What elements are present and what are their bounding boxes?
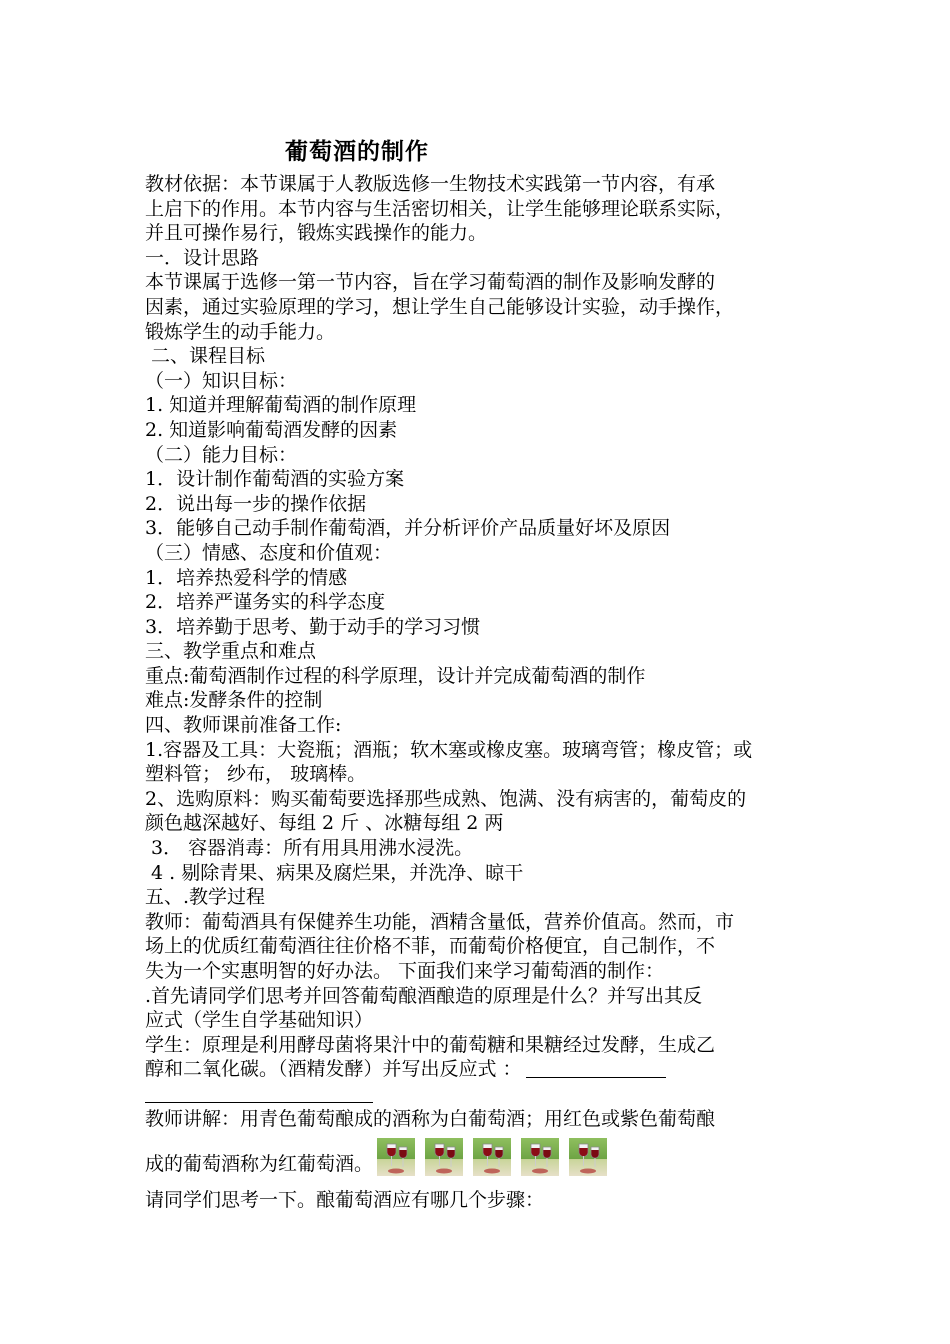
- text-line: 1.容器及工具：大瓷瓶；酒瓶；软木塞或橡皮塞。玻璃弯管；橡皮管；或: [145, 738, 753, 761]
- text-line: 3． 容器消毒：所有用具用沸水浸洗。: [145, 837, 474, 860]
- list-item: 1．设计制作葡萄酒的实验方案: [145, 468, 405, 491]
- list-item: 2．培养严谨务实的科学态度: [145, 591, 386, 614]
- wine-glass-image: [377, 1138, 415, 1176]
- section-heading: 二、课程目标: [145, 345, 266, 368]
- section-heading: 五、.教学过程: [145, 886, 266, 909]
- wine-image-row: [377, 1138, 617, 1183]
- text-span: 成的葡萄酒称为红葡萄酒。: [145, 1152, 374, 1175]
- text-line: 4 . 剔除青果、病果及腐烂果，并洗净、晾干: [145, 861, 524, 884]
- document-body: [145, 172, 813, 1213]
- section-heading: 一．设计思路: [145, 246, 260, 269]
- text-line: 因素，通过实验原理的学习，想让学生自己能够设计实验，动手操作，: [145, 295, 735, 318]
- page-title: 葡萄酒的制作: [285, 138, 429, 165]
- answer-blank[interactable]: [526, 1059, 666, 1078]
- wine-glass-image: [425, 1138, 463, 1176]
- text-span: 醇和二氧化碳。（酒精发酵）并写出反应式 ：: [145, 1058, 522, 1081]
- answer-blank-continued[interactable]: [145, 1082, 373, 1103]
- text-line: 塑料管； 纱布， 玻璃棒。: [145, 763, 367, 786]
- text-line: [145, 1138, 813, 1183]
- text-line: 锻炼学生的动手能力。: [145, 320, 336, 343]
- list-item: 2．说出每一步的操作依据: [145, 492, 367, 515]
- subsection-heading: （二）能力目标：: [145, 443, 298, 466]
- text-line: 颜色越深越好、每组 2 斤 、冰糖每组 2 两: [145, 812, 504, 835]
- list-item: 1. 知道并理解葡萄酒的制作原理: [145, 394, 417, 417]
- text-line: 教师讲解：用青色葡萄酿成的酒称为白葡萄酒；用红色或紫色葡萄酿: [145, 1107, 716, 1130]
- text-line: 2、选购原料：购买葡萄要选择那些成熟、饱满、没有病害的，葡萄皮的: [145, 787, 747, 810]
- text-line: 上启下的作用。本节内容与生活密切相关，让学生能够理论联系实际，: [145, 197, 735, 220]
- section-heading: 四、教师课前准备工作:: [145, 714, 342, 737]
- wine-glass-image: [521, 1138, 559, 1176]
- subsection-heading: （一）知识目标：: [145, 369, 298, 392]
- text-line: 重点:葡萄酒制作过程的科学原理，设计并完成葡萄酒的制作: [145, 664, 646, 687]
- list-item: 1．培养热爱科学的情感: [145, 566, 348, 589]
- text-line: 应式（学生自学基础知识）: [145, 1009, 374, 1032]
- list-item: 3．能够自己动手制作葡萄酒，并分析评价产品质量好坏及原因: [145, 517, 671, 540]
- text-line: 失为一个实惠明智的好办法。 下面我们来学习葡萄酒的制作：: [145, 960, 665, 982]
- text-line: 教材依据：本节课属于人教版选修一生物技术实践第一节内容，有承: [145, 173, 716, 195]
- text-line: 本节课属于选修一第一节内容，旨在学习葡萄酒的制作及影响发酵的: [145, 271, 716, 294]
- text-line: [145, 1057, 813, 1082]
- subsection-heading: （三）情感、态度和价值观：: [145, 541, 393, 564]
- text-line: 教师：葡萄酒具有保健养生功能，酒精含量低，营养价值高。然而，市: [145, 910, 735, 933]
- text-line: 场上的优质红葡萄酒往往价格不菲，而葡萄价格便宜，自己制作，不: [145, 935, 716, 958]
- list-item: 3．培养勤于思考、勤于动手的学习习惯: [145, 615, 481, 638]
- text-line: 请同学们思考一下。酿葡萄酒应有哪几个步骤：: [145, 1189, 545, 1212]
- text-line: 并且可操作易行，锻炼实践操作的能力。: [145, 222, 488, 245]
- section-heading: 三、教学重点和难点: [145, 640, 317, 663]
- text-line: 难点:发酵条件的控制: [145, 689, 323, 712]
- text-line: 学生：原理是利用酵母菌将果汁中的葡萄糖和果糖经过发酵，生成乙: [145, 1033, 716, 1056]
- wine-glass-image: [569, 1138, 607, 1176]
- wine-glass-image: [473, 1138, 511, 1176]
- list-item: 2. 知道影响葡萄酒发酵的因素: [145, 418, 398, 441]
- text-line: .首先请同学们思考并回答葡萄酿酒酿造的原理是什么？并写出其反: [145, 984, 703, 1007]
